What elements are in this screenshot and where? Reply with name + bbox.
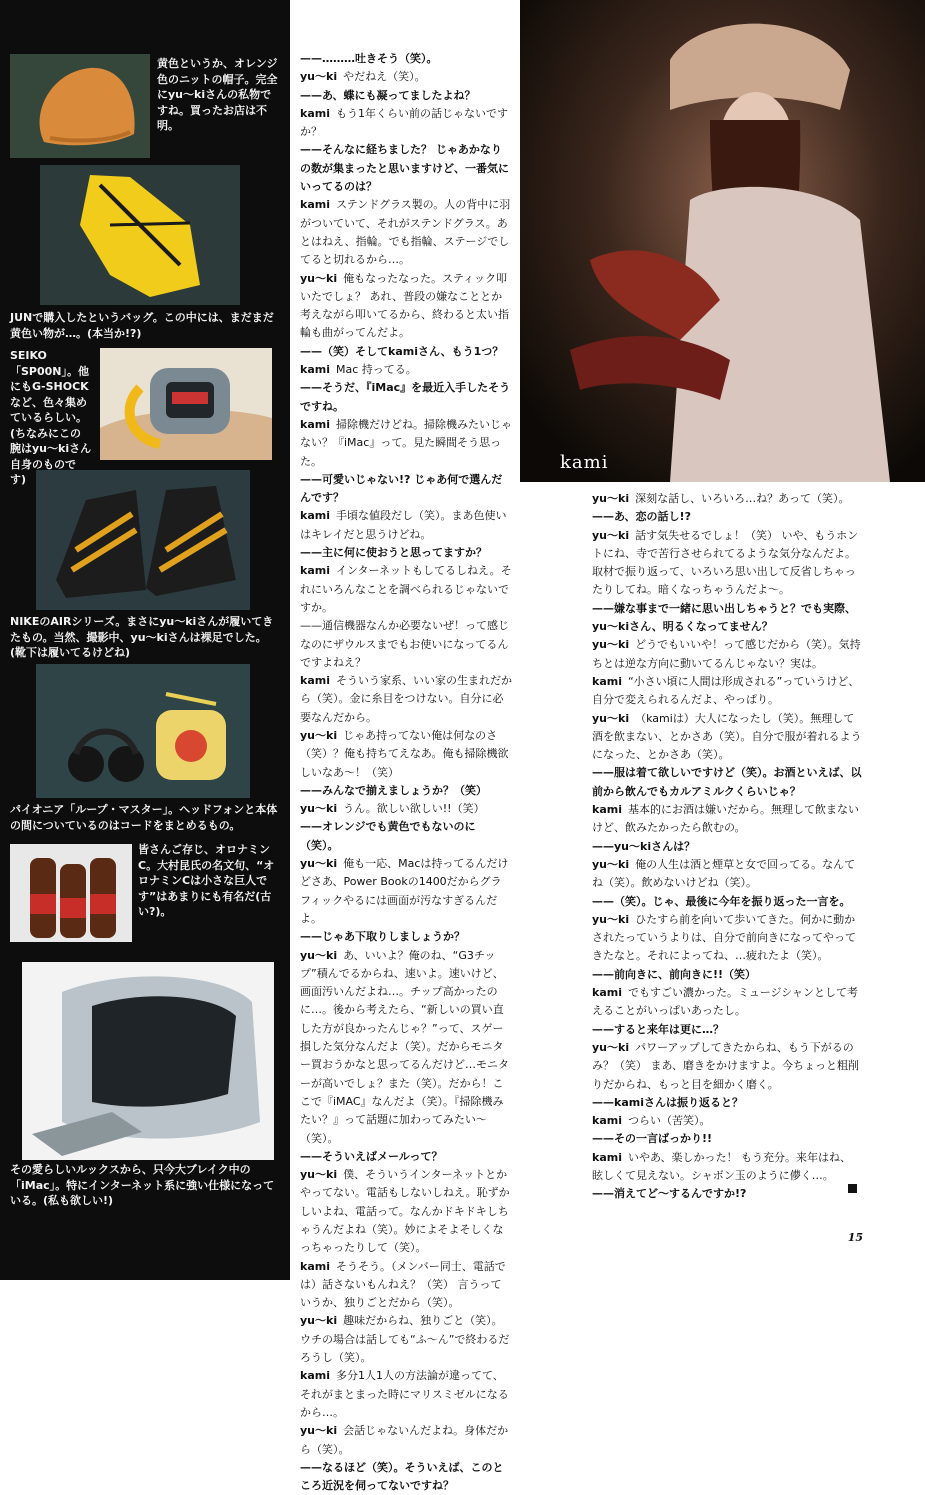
speaker-name: kami bbox=[592, 674, 622, 688]
speaker-name: yu〜ki bbox=[592, 638, 630, 652]
answer-text: インターネットもしてるしねえ。それにいろんなことを調べられるじゃないですか。 bbox=[300, 564, 512, 614]
answer-text: もう1年くらい前の話じゃないですか？ bbox=[300, 106, 508, 139]
end-mark bbox=[848, 1184, 857, 1193]
answer-text: 多分1人1人の方法論が違ってて、それがまとまった時にマリスミゼルになるから…。 bbox=[300, 1369, 509, 1419]
watch-caption: SEIKO「SP00N」。他にもG-SHOCKなど、色々集めているらしい。(ちなみにこの腕はyu〜kiさん自身のものです) bbox=[10, 349, 92, 486]
interview-line bbox=[300, 1258, 512, 1313]
answer-text: じゃあ持ってない俺は何なのさ（笑）？俺も持ちてえなあ。俺も掃除機欲しいなあ〜！（笑） bbox=[300, 728, 509, 779]
answer-text: やだねえ（笑）。 bbox=[343, 70, 426, 84]
speaker-name: yu〜ki bbox=[300, 1168, 338, 1182]
oronamin-caption: 皆さんご存じ、オロナミンC。大村昆氏の名文句、“オロナミンCは小さな巨人です”はあまりにも有名だ(古い?)。 bbox=[138, 843, 275, 918]
interview-line bbox=[300, 855, 512, 928]
interview-line bbox=[592, 673, 862, 710]
interview-line bbox=[300, 947, 512, 1148]
interview-line bbox=[592, 1149, 862, 1186]
interviewer-question: ——kamiさんは振り返ると？ bbox=[592, 1095, 743, 1109]
interviewer-question: ——みんなで揃えましょうか？（笑） bbox=[300, 783, 487, 797]
answer-text: 俺の人生は酒と煙草と女で回ってる。なんてね（笑）。飲めないけどね（笑）。 bbox=[592, 857, 856, 890]
answer-text: 俺もなったなった。スティック叩いたでしょ？ あれ、普段の嫌なこととか考えながら叩いてるから、終わると太い指輪も曲がってんだよ。 bbox=[300, 271, 509, 340]
interviewer-question: ——じゃあ下取りしましょうか？ bbox=[300, 930, 465, 944]
interviewer-question: ——オレンジでも黄色でもないのに（笑）。 bbox=[300, 820, 476, 852]
interview-line bbox=[300, 270, 512, 343]
interview-line bbox=[300, 1312, 512, 1367]
speaker-name: yu〜ki bbox=[592, 912, 630, 926]
interviewer-question: ——すると来年は更に…？ bbox=[592, 1022, 724, 1036]
interview-column-1 bbox=[300, 50, 512, 1495]
interviewer-question: ——服は着て欲しいですけど（笑）。お酒といえば、以前から飲んでもカルアミルクくらいじゃ？ bbox=[592, 766, 862, 798]
interview-line bbox=[592, 801, 862, 838]
interview-line bbox=[592, 984, 862, 1021]
interviewer-question: ——消えてど〜するんですか!? bbox=[592, 1187, 747, 1201]
answer-text: あ、いいよ？俺のね、“G3チップ”積んでるからね、速いよ。速いけど、画面汚いんだよね…。チップ高かったのに…。後から考えたら、“新しいの買い直した方が良かったんじゃ？”って、スゲー損した気分なんだよ（笑）。だからモニター買おうかなと思ってるんだけど…モニターが高いでしょ？また（笑）。だから！ここで『iMAC』なんだよ（笑）。『掃除機みたい？』って話題に加わってみたい〜（笑）。 bbox=[300, 948, 509, 1145]
speaker-name: yu〜ki bbox=[592, 1040, 630, 1054]
speaker-name: yu〜ki bbox=[300, 802, 338, 816]
interviewer-question: ——なるほど（笑）。そういえば、このところ近況を伺ってないですね？ bbox=[300, 1460, 504, 1493]
interviewer-question: ——嫌な事まで一緒に思い出しちゃうと？でも実際、yu〜kiさん、明るくなってません？ bbox=[592, 601, 856, 634]
page-number: 15 bbox=[847, 1231, 863, 1244]
interview-column-2 bbox=[592, 490, 862, 1204]
answer-text: 会話じゃないんだよね。身体だから（笑）。 bbox=[300, 1424, 509, 1456]
photo-label: kami bbox=[560, 452, 609, 473]
headphones-caption: パイオニア「ループ・マスター」。ヘッドフォンと本体の間についているのはコードをまとめるもの。 bbox=[10, 803, 278, 832]
speaker-name: yu〜ki bbox=[300, 857, 338, 871]
speaker-name: yu〜ki bbox=[592, 528, 630, 542]
kami-portrait-photo bbox=[520, 0, 925, 482]
speaker-name: yu〜ki bbox=[300, 728, 338, 742]
interview-line bbox=[300, 672, 512, 727]
interview-line bbox=[300, 361, 512, 379]
knit-hat-photo bbox=[10, 54, 150, 158]
answer-text: 話す気失せるでしょ！（笑） いや、もうホントにね、寺で苦行させられてるような気分なんだよ。取材で振り返って、いろいろ思い出して反省しちゃったりしてね。暗くなっちゃうんだよ〜。 bbox=[592, 528, 859, 597]
speaker-name: kami bbox=[592, 986, 622, 1000]
yellow-bag-caption: JUNで購入したというバッグ。この中には、まだまだ黄色い物が…。(本当か!?) bbox=[10, 311, 274, 340]
interview-line bbox=[300, 800, 512, 818]
answer-text: そういう家系、いい家の生まれだから（笑）。金に糸目をつけない。自分に必要なんだから。 bbox=[300, 674, 512, 724]
speaker-name: kami bbox=[300, 106, 330, 120]
oronamin-photo bbox=[10, 844, 132, 942]
interviewer-question: ——あ、恋の話し!? bbox=[592, 510, 691, 524]
interview-line bbox=[300, 1422, 512, 1459]
speaker-name: kami bbox=[592, 803, 622, 817]
interview-line bbox=[300, 1166, 512, 1257]
speaker-name: yu〜ki bbox=[300, 1424, 338, 1438]
answer-text: 深刻な話し、いろいろ…ね？あって（笑）。 bbox=[635, 492, 850, 505]
interviewer-question: ——主に何に使おうと思ってますか？ bbox=[300, 546, 487, 560]
interview-line bbox=[592, 911, 862, 966]
speaker-name: kami bbox=[300, 363, 330, 377]
answer-text: 俺も一応、Macは持ってるんだけどさあ、Power Bookの1400だからグラフィックやるには画面が汚なすぎるんだよ。 bbox=[300, 857, 509, 925]
interviewer-question: ——（笑）そしてkamiさん、もう1つ？ bbox=[300, 344, 504, 358]
speaker-name: yu〜ki bbox=[592, 857, 630, 871]
interview-line bbox=[300, 416, 512, 471]
answer-text: でもすごい濃かった。ミュージシャンとして考えることがいっぱいあったし。 bbox=[592, 986, 859, 1018]
speaker-name: kami bbox=[592, 1150, 622, 1164]
interview-line bbox=[592, 710, 862, 765]
interviewer-question: ——そんなに経ちました？ じゃあかなりの数が集まったと思いますけど、一番気にいってるのは？ bbox=[300, 143, 509, 194]
speaker-name: kami bbox=[300, 198, 330, 212]
interviewer-question: ——その一言ばっかり!! bbox=[592, 1132, 713, 1146]
interview-line bbox=[300, 68, 512, 86]
interview-line bbox=[592, 1112, 862, 1130]
answer-text: パワーアップしてきたからね、もう下がるのみ？（笑） まあ、磨きをかけますよ。今ちょっと粗削りだからね、もっと目を細かく磨く。 bbox=[592, 1040, 860, 1091]
knit-hat-caption: 黄色というか、オレンジ色のニットの帽子。完全にyu〜kiさんの私物ですね。買ったお店は不明。 bbox=[157, 57, 278, 132]
answer-text: 手頃な値段だし（笑）。まあ色使いはキレイだと思うけどね。 bbox=[300, 509, 507, 541]
interviewer-question: ——可愛いじゃない!? じゃあ何で選んだんです？ bbox=[300, 472, 503, 505]
interviewer-question: ——そうだ、『iMac』を最近入手したそうですね。 bbox=[300, 381, 511, 413]
interview-line bbox=[300, 727, 512, 782]
interview-line bbox=[592, 636, 862, 673]
speaker-name: yu〜ki bbox=[300, 271, 338, 285]
interviewer-question: ——あ、蝶にも凝ってましたよね？ bbox=[300, 88, 476, 102]
speaker-name: kami bbox=[300, 1259, 330, 1273]
answer-text: そうそう。（メンバー同士、電話では）話さないもんねえ？（笑） 言うっていうか、独りごとだから（笑）。 bbox=[300, 1259, 506, 1310]
interviewer-question: ——………吐きそう（笑）。 bbox=[300, 52, 438, 65]
speaker-name: yu〜ki bbox=[300, 1314, 338, 1328]
answer-text: 掃除機だけどね。掃除機みたいじゃない？『iMac』って。見た瞬間そう思った。 bbox=[300, 417, 512, 468]
answer-text: （kamiは）大人になったし（笑）。無理して酒を飲まない、とかさあ（笑）。自分で服が着れるようになった、とかさあ（笑）。 bbox=[592, 711, 862, 762]
interviewer-question: ——yu〜kiさんは？ bbox=[592, 839, 696, 853]
answer-text: うん。欲しい欲しい!!（笑） bbox=[343, 802, 485, 816]
answer-text: ステンドグラス製の。人の背中に羽がついていて、それがステンドグラス。あとはねえ、指輪。でも指輪、ステージでしてると切れるから…。 bbox=[300, 198, 511, 267]
interview-line bbox=[592, 856, 862, 893]
interview-line bbox=[592, 490, 862, 508]
speaker-name: kami bbox=[300, 674, 330, 688]
answer-text: Mac 持ってる。 bbox=[335, 363, 417, 377]
interviewer-remark: ——通信機器なんか必要ないぜ！って感じなのにザウルスまでもお使いになってるんですよねえ？ bbox=[300, 619, 509, 669]
interviewer-question: ——前向きに、前向きに!!（笑） bbox=[592, 967, 757, 981]
yellow-bag-photo bbox=[40, 165, 240, 305]
answer-text: 基本的にお酒は嫌いだから。無理して飲まないけど、飲みたかったら飲むの。 bbox=[592, 803, 859, 835]
sneakers-photo bbox=[36, 470, 250, 610]
speaker-name: kami bbox=[300, 417, 330, 431]
imac-photo bbox=[22, 962, 274, 1160]
answer-text: 趣味だからね、独りごと（笑）。ウチの場合は話しても“ふ〜ん”で終わるだろうし（笑）。 bbox=[300, 1314, 510, 1365]
interview-line bbox=[300, 562, 512, 617]
speaker-name: yu〜ki bbox=[592, 711, 630, 725]
answer-text: 僕、そういうインターネットとかやってない。電話もしないしねえ。恥ずかしいよね、電話って。なんかドキドキしちゃうんだよね（笑）。妙によそよそしくなっちゃったりして（笑）。 bbox=[300, 1168, 510, 1255]
speaker-name: yu〜ki bbox=[300, 70, 338, 84]
answer-text: どうでもいいや！って感じだから（笑）。気持ちとは逆な方向に動いてるんじゃない？実は。 bbox=[592, 638, 861, 670]
interview-line bbox=[300, 507, 512, 544]
speaker-name: kami bbox=[300, 564, 330, 578]
watch-photo bbox=[100, 348, 272, 460]
speaker-name: kami bbox=[592, 1114, 622, 1128]
speaker-name: kami bbox=[300, 1369, 330, 1383]
speaker-name: kami bbox=[300, 509, 330, 523]
speaker-name: yu〜ki bbox=[592, 492, 630, 505]
answer-text: つらい（苦笑）。 bbox=[627, 1114, 711, 1128]
photo-sidebar bbox=[0, 0, 290, 1280]
sneakers-caption: NIKEのAIRシリーズ。まさにyu〜kiさんが履いてきたもの。当然、撮影中、yu〜kiさんは裸足でした。(靴下は履いてるけどね) bbox=[10, 615, 274, 659]
answer-text: “小さい頃に人間は形成される”っていうけど、自分で変えられるんだよ、やっぱり。 bbox=[592, 674, 860, 707]
interviewer-question: ——そういえばメールって？ bbox=[300, 1149, 443, 1163]
interview-line bbox=[592, 527, 862, 600]
interview-line bbox=[300, 1367, 512, 1422]
interviewer-question: ——（笑）。じゃ、最後に今年を振り返った一言を。 bbox=[592, 894, 851, 908]
interview-line bbox=[300, 196, 512, 269]
headphones-photo bbox=[36, 664, 250, 798]
answer-text: ひたすら前を向いて歩いてきた。何かに動かされたっていうよりは、自分で前向きになってやってきたなと。それによってね、…疲れたよ（笑）。 bbox=[592, 912, 856, 963]
imac-caption: その愛らしいルックスから、只今大ブレイク中の「iMac」。特にインターネット系に強い仕様になっている。(私も欲しい!) bbox=[10, 1163, 275, 1207]
speaker-name: yu〜ki bbox=[300, 948, 338, 962]
answer-text: いやあ、楽しかった！ もう充分。来年はね、眩しくて見えない。シャボン玉のように儚く…。 bbox=[592, 1150, 852, 1182]
interview-line bbox=[300, 105, 512, 142]
interview-line bbox=[592, 1039, 862, 1094]
